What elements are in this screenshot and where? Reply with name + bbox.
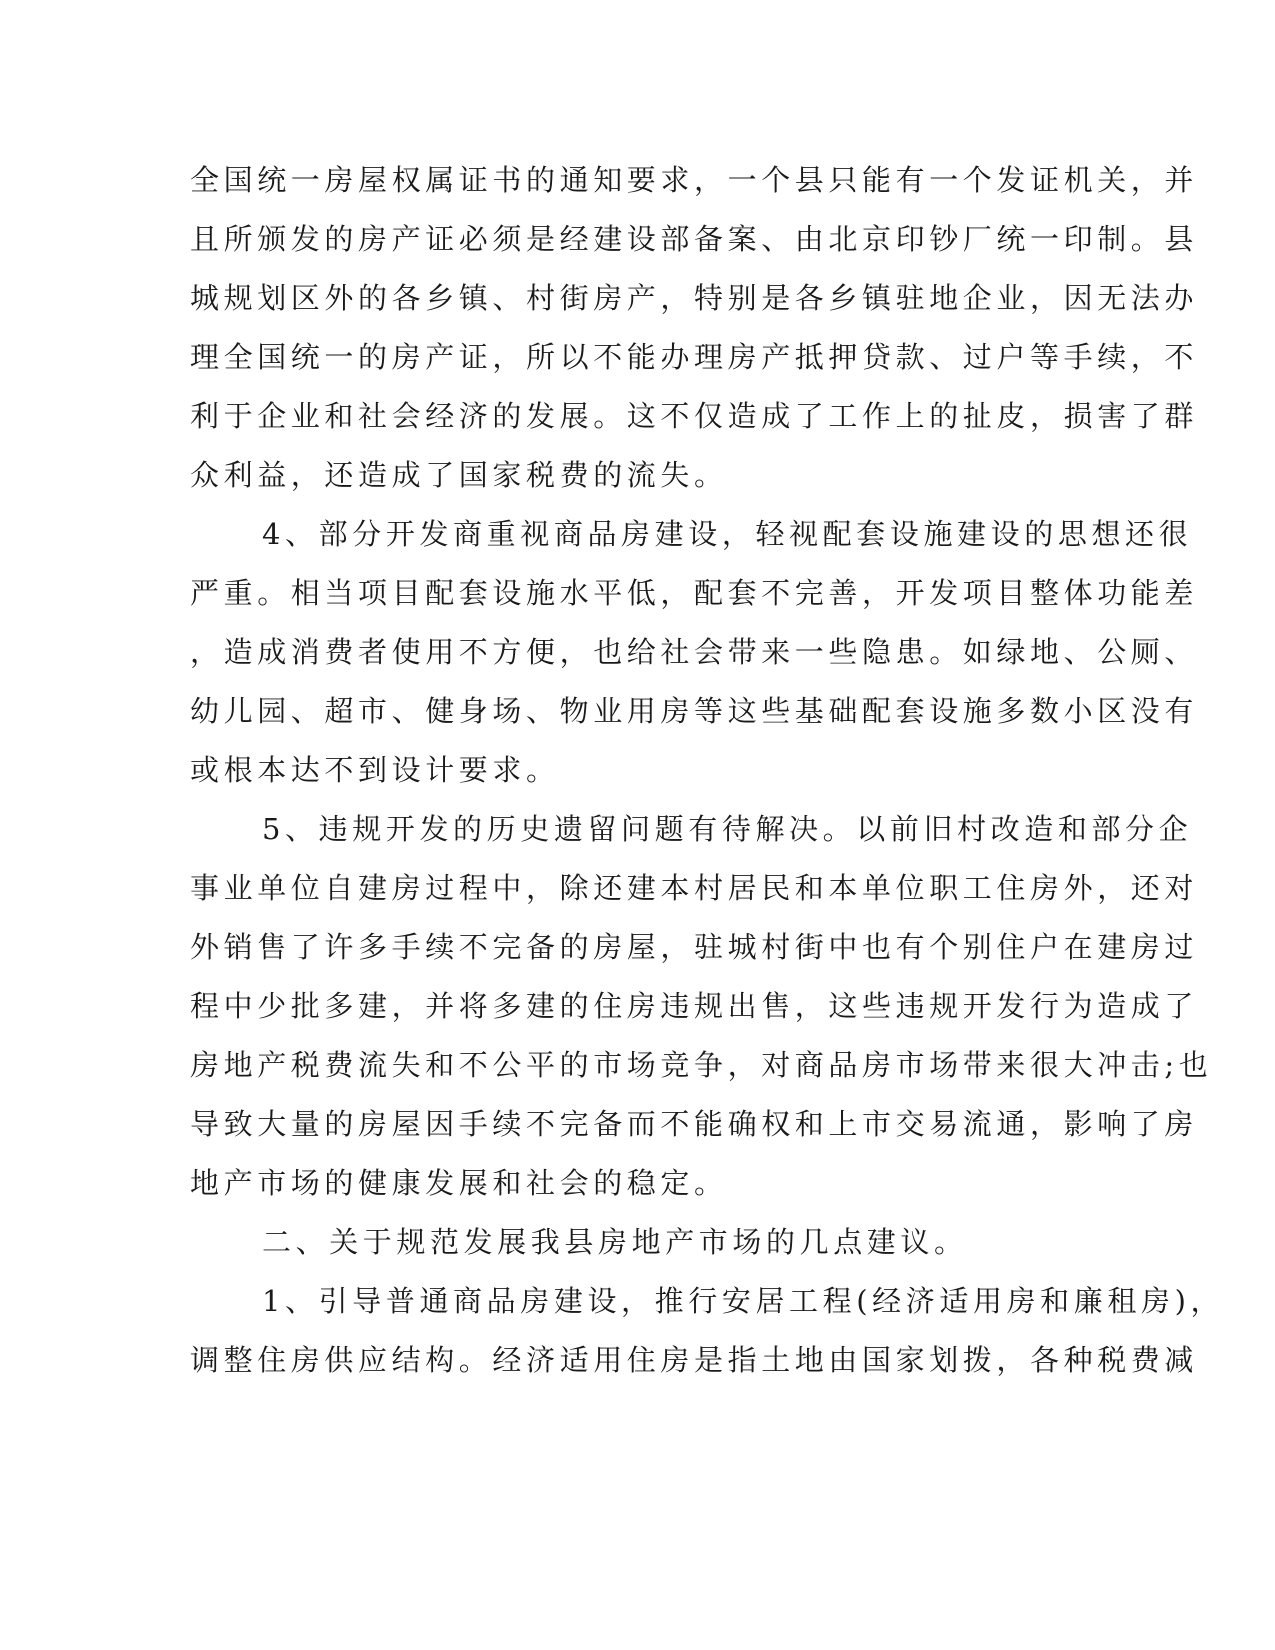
text-line: 严重。相当项目配套设施水平低，配套不完善，开发项目整体功能差 <box>190 576 1199 610</box>
text-line: ，造成消费者使用不方便，也给社会带来一些隐患。如绿地、公厕、 <box>190 635 1199 669</box>
text-line: 且所颁发的房产证必须是经建设部备案、由北京印钞厂统一印制。县 <box>190 222 1199 256</box>
paragraph-start-line: 4、部分开发商重视商品房建设，轻视配套设施建设的思想还很 <box>262 517 1193 551</box>
text-line: 或根本达不到设计要求。 <box>190 753 560 787</box>
section-heading: 二、关于规范发展我县房地产市场的几点建议。 <box>262 1225 968 1259</box>
text-line: 城规划区外的各乡镇、村街房产，特别是各乡镇驻地企业，因无法办 <box>190 281 1199 315</box>
text-line: 事业单位自建房过程中，除还建本村居民和本单位职工住房外，还对 <box>190 871 1199 905</box>
text-line: 程中少批多建，并将多建的住房违规出售，这些违规开发行为造成了 <box>190 989 1199 1023</box>
text-line: 调整住房供应结构。经济适用住房是指土地由国家划拨，各种税费减 <box>190 1343 1199 1377</box>
text-line: 幼儿园、超市、健身场、物业用房等这些基础配套设施多数小区没有 <box>190 694 1199 728</box>
text-line: 外销售了许多手续不完备的房屋，驻城村街中也有个别住户在建房过 <box>190 930 1199 964</box>
text-line: 房地产税费流失和不公平的市场竞争，对商品房市场带来很大冲击;也 <box>190 1048 1213 1082</box>
paragraph-start-line: 5、违规开发的历史遗留问题有待解决。以前旧村改造和部分企 <box>262 812 1193 846</box>
text-line: 利于企业和社会经济的发展。这不仅造成了工作上的扯皮，损害了群 <box>190 399 1199 433</box>
text-line: 众利益，还造成了国家税费的流失。 <box>190 458 728 492</box>
text-line: 理全国统一的房产证，所以不能办理房产抵押贷款、过户等手续，不 <box>190 340 1199 374</box>
text-line: 导致大量的房屋因手续不完备而不能确权和上市交易流通，影响了房 <box>190 1107 1199 1141</box>
text-line: 地产市场的健康发展和社会的稳定。 <box>190 1166 728 1200</box>
paragraph-start-line: 1、引导普通商品房建设，推行安居工程(经济适用房和廉租房)， <box>262 1284 1225 1318</box>
text-line: 全国统一房屋权属证书的通知要求，一个县只能有一个发证机关，并 <box>190 163 1199 197</box>
